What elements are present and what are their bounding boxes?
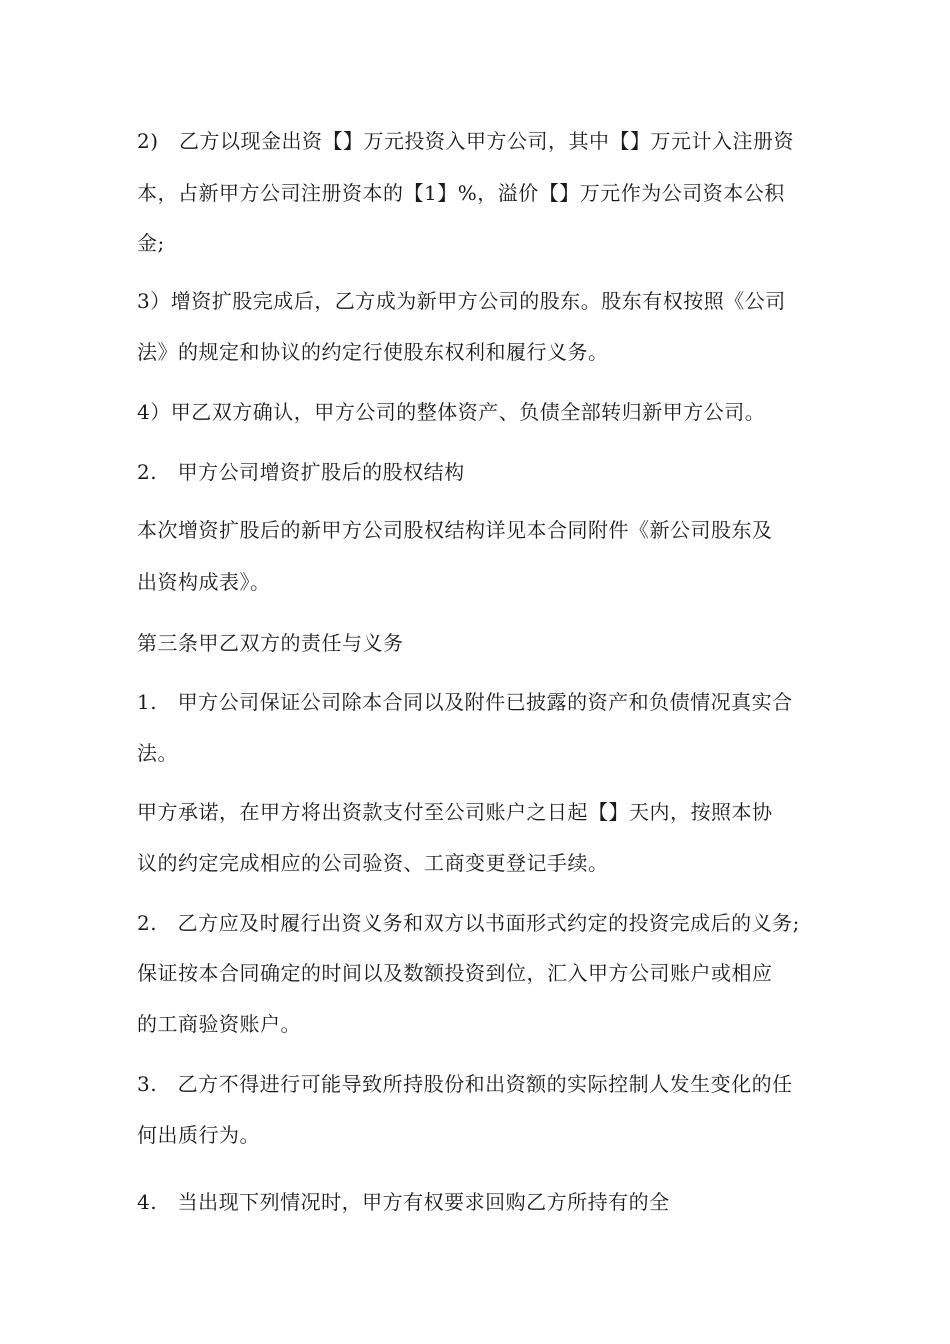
text-line: 甲方承诺，在甲方将出资款支付至公司账户之日起【】天内，按照本协 — [137, 800, 773, 824]
text-line: 法。 — [137, 741, 178, 765]
text-line: 金; — [137, 231, 165, 255]
text-line: 3）增资扩股完成后，乙方成为新甲方公司的股东。股东有权按照《公司 — [137, 289, 786, 313]
article-heading: 第三条甲乙双方的责任与义务 — [137, 631, 404, 655]
text-line: 出资构成表》。 — [137, 570, 271, 594]
text-line: 本次增资扩股后的新甲方公司股权结构详见本合同附件《新公司股东及 — [137, 518, 773, 542]
text-line: 何出质行为。 — [137, 1123, 260, 1147]
text-line: 的工商验资账户。 — [137, 1012, 301, 1036]
text-line: 1. 甲方公司保证公司除本合同以及附件已披露的资产和负债情况真实合 — [137, 690, 793, 714]
text-line: 法》的规定和协议的约定行使股东权利和履行义务。 — [137, 340, 609, 364]
text-line: 3. 乙方不得进行可能导致所持股份和出资额的实际控制人发生变化的任 — [137, 1072, 793, 1096]
text-line: 本，占新甲方公司注册资本的【1】%，溢价【】万元作为公司资本公积 — [137, 181, 785, 205]
text-line: 保证按本合同确定的时间以及数额投资到位，汇入甲方公司账户或相应 — [137, 961, 773, 985]
text-line: 4）甲乙双方确认，甲方公司的整体资产、负债全部转归新甲方公司。 — [137, 400, 766, 424]
text-line: 2. 乙方应及时履行出资义务和双方以书面形式约定的投资完成后的义务; — [137, 911, 800, 935]
section-heading: 2. 甲方公司增资扩股后的股权结构 — [137, 460, 465, 484]
text-line: 议的约定完成相应的公司验资、工商变更登记手续。 — [137, 851, 609, 875]
text-line: 2) 乙方以现金出资【】万元投资入甲方公司，其中【】万元计入注册资 — [137, 129, 795, 153]
text-line: 4. 当出现下列情况时，甲方有权要求回购乙方所持有的全 — [137, 1190, 670, 1214]
